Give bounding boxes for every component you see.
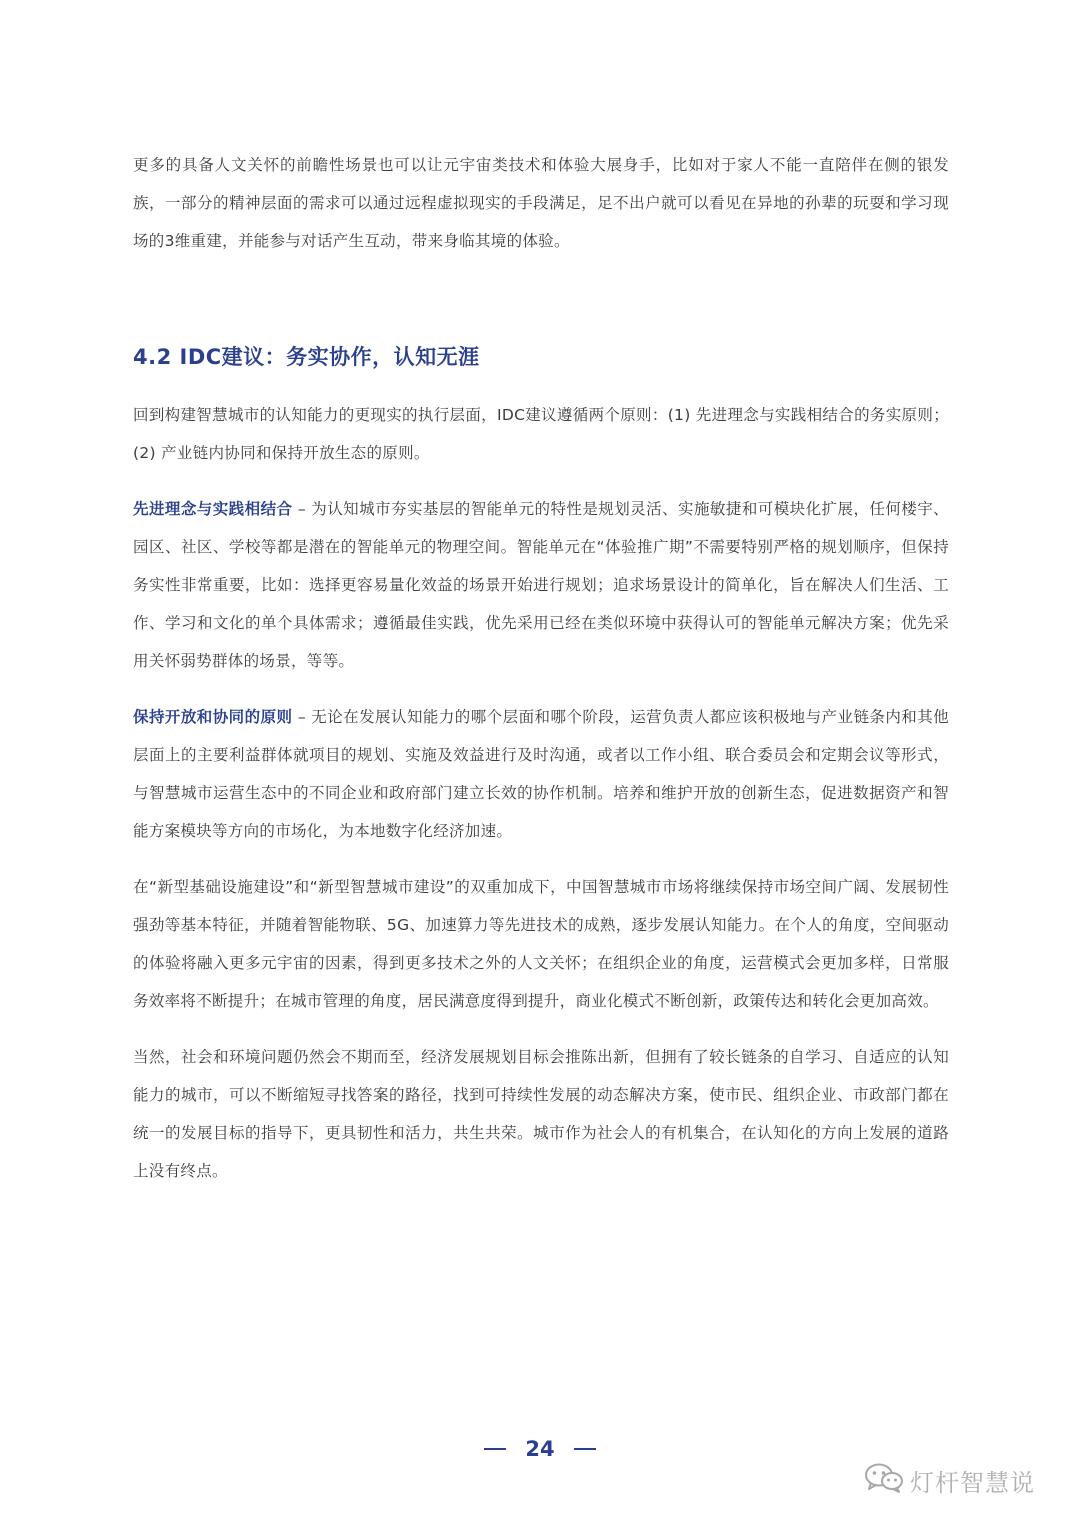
paragraph-openness-lead: 保持开放和协同的原则 xyxy=(133,708,293,726)
page-number: 24 xyxy=(525,1437,555,1461)
intro-paragraph: 更多的具备人文关怀的前瞻性场景也可以让元宇宙类技术和体验大展身手，比如对于家人不能一直陪伴在侧的银发族，一部分的精神层面的需求可以通过远程虚拟现实的手段满足，足不出户就可以看见在异地的孙辈的玩耍和学习现场的3维重建，并能参与对话产生互动，带来身临其境的体验。 xyxy=(133,156,949,250)
paragraph-practice xyxy=(133,490,949,680)
paragraph-practice-lead: 先进理念与实践相结合 xyxy=(133,500,293,518)
paragraph-practice-body: – 为认知城市夯实基层的智能单元的特性是规划灵活、实施敏捷和可模块化扩展，任何楼宇、园区、社区、学校等都是潜在的智能单元的物理空间。智能单元在“体验推广期”不需要特别严格的规划顺序，但保持务实性非常重要，比如：选择更容易量化效益的场景开始进行规划；追求场景设计的简单化，旨在解决人们生活、工作、学习和文化的单个具体需求；遵循最佳实践，优先采用已经在类似环境中获得认可的智能单元解决方案；优先采用关怀弱势群体的场景，等等。 xyxy=(133,500,949,670)
watermark xyxy=(864,1460,1035,1500)
wechat-icon xyxy=(864,1462,910,1498)
paragraph-outlook: 在“新型基础设施建设”和“新型智慧城市建设”的双重加成下，中国智慧城市市场将继续保持市场空间广阔、发展韧性强劲等基本特征，并随着智能物联、5G、加速算力等先进技术的成熟，逐步发展认知能力。在个人的角度，空间驱动的体验将融入更多元宇宙的因素，得到更多技术之外的人文关怀；在组织企业的角度，运营模式会更加多样，日常服务效率将不断提升；在城市管理的角度，居民满意度得到提升，商业化模式不断创新，政策传达和转化会更加高效。 xyxy=(133,878,949,1010)
paragraph-openness xyxy=(133,698,949,850)
watermark-text: 灯杆智慧说 xyxy=(910,1468,1035,1497)
footer-dash-right xyxy=(574,1448,596,1450)
paragraph-conclusion: 当然，社会和环境问题仍然会不期而至，经济发展规划目标会推陈出新，但拥有了较长链条的自学习、自适应的认知能力的城市，可以不断缩短寻找答案的路径，找到可持续性发展的动态解决方案，使市民、组织企业、市政部门都在统一的发展目标的指导下，更具韧性和活力，共生共荣。城市作为社会人的有机集合，在认知化的方向上发展的道路上没有终点。 xyxy=(133,1048,949,1180)
section-title: 4.2 IDC建议：务实协作，认知无涯 xyxy=(133,345,480,369)
paragraph-openness-body: – 无论在发展认知能力的哪个层面和哪个阶段，运营负责人都应该积极地与产业链条内和其他层面上的主要利益群体就项目的规划、实施及效益进行及时沟通，或者以工作小组、联合委员会和定期会议等形式，与智慧城市运营生态中的不同企业和政府部门建立长效的协作机制。培养和维护开放的创新生态，促进数据资产和智能方案模块等方向的市场化，为本地数字化经济加速。 xyxy=(133,708,949,840)
paragraph-principles: 回到构建智慧城市的认知能力的更现实的执行层面，IDC建议遵循两个原则：(1) 先进理念与实践相结合的务实原则；(2) 产业链内协同和保持开放生态的原则。 xyxy=(133,406,949,462)
footer-dash-left xyxy=(484,1448,506,1450)
page-content xyxy=(133,146,949,1190)
